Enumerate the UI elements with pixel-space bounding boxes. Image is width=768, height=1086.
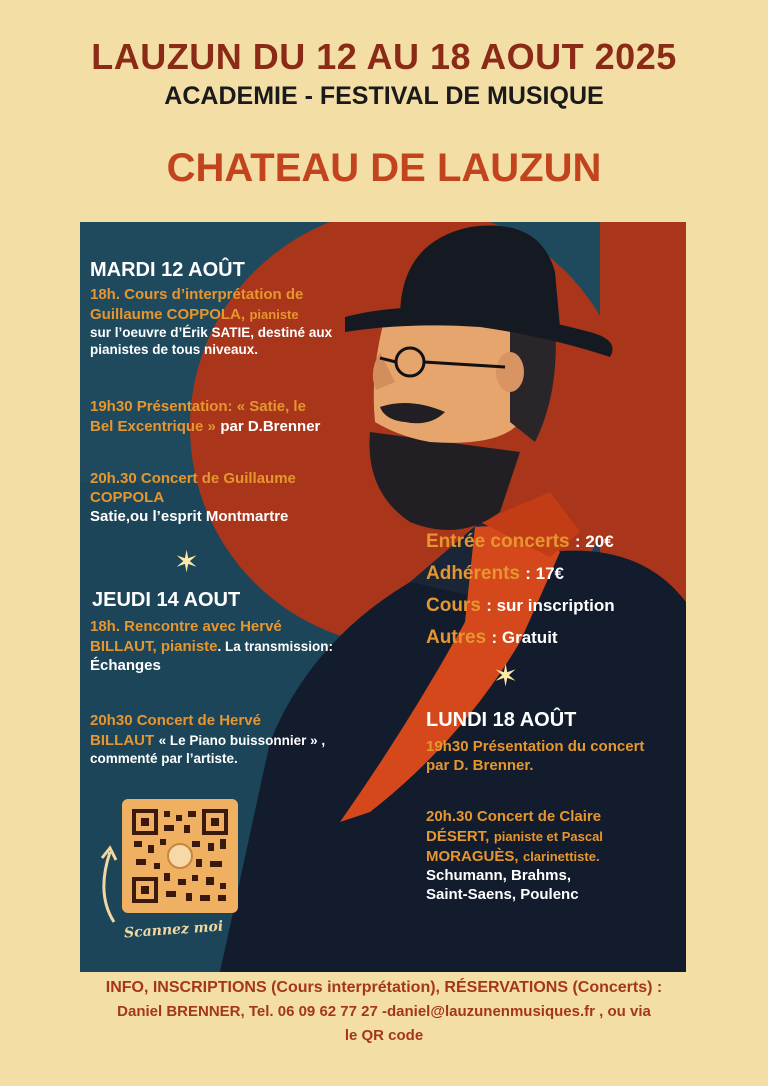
price-label: Entrée concerts	[426, 531, 570, 552]
price-list	[426, 526, 676, 654]
venue-title: CHATEAU DE LAUZUN	[166, 146, 602, 190]
mardi-e3-line1: 20h.30 Concert de Guillaume	[90, 470, 296, 487]
footer-line-3: le QR code	[344, 1027, 424, 1044]
mardi-e1-line3: sur l’oeuvre d’Érik SATIE, destiné aux	[90, 324, 333, 340]
mardi-e3-line2: COPPOLA	[90, 488, 165, 506]
mardi-event-1	[90, 286, 390, 359]
price-row-concerts	[426, 526, 676, 558]
lundi-e2-program2: Saint-Saens, Poulenc	[426, 885, 579, 903]
lundi-event-1	[426, 738, 676, 776]
mardi-e1-line2: Guillaume COPPOLA,	[90, 305, 246, 323]
lundi-e2-line1: 20h.30 Concert de Claire	[426, 808, 602, 825]
lundi-event-2	[426, 808, 676, 904]
jeudi-e1-line1: 18h. Rencontre avec Hervé	[90, 618, 282, 635]
mardi-e2-line1: 19h30 Présentation: « Satie, le	[90, 398, 306, 415]
price-row-members	[426, 558, 676, 590]
price-value: : 20€	[574, 532, 614, 551]
mardi-event-3	[90, 470, 390, 526]
lundi-e2-line3: MORAGUÈS,	[426, 847, 519, 865]
price-row-others	[426, 622, 676, 654]
page-subtitle: ACADEMIE - FESTIVAL DE MUSIQUE	[164, 82, 604, 110]
price-value: : sur inscription	[486, 596, 615, 615]
lundi-e2-line2: DÉSERT,	[426, 827, 490, 845]
price-label: Adhérents	[426, 563, 520, 584]
scan-me-label: Scannez moi	[123, 918, 224, 942]
lundi-e1-line1: 19h30 Présentation du concert	[426, 738, 645, 755]
page-title: LAUZUN DU 12 AU 18 AOUT 2025	[91, 36, 677, 77]
star-icon: ✶	[493, 660, 519, 693]
footer-line-1: INFO, INSCRIPTIONS (Cours interprétation), RÉSERVATIONS (Concerts) :	[105, 979, 663, 996]
price-value: : 17€	[525, 564, 564, 583]
mardi-e3-line3: Satie,ou l’esprit Montmartre	[90, 507, 289, 525]
jeudi-event-2	[90, 712, 390, 768]
mardi-event-2	[90, 398, 390, 437]
qr-code-card[interactable]	[122, 799, 238, 913]
jeudi-e2-line3: commenté par l’artiste.	[90, 750, 238, 766]
jeudi-e1-line2: BILLAUT, pianiste	[90, 637, 218, 655]
lundi-e2-program1: Schumann, Brahms,	[426, 866, 572, 884]
day-heading-jeudi: JEUDI 14 AOUT	[92, 589, 241, 611]
day-heading-lundi: LUNDI 18 AOÛT	[426, 709, 577, 731]
price-label: Autres	[426, 627, 487, 648]
qr-code-icon	[130, 807, 230, 905]
lundi-e2-role2: clarinettiste.	[522, 848, 600, 864]
poster-illustration	[80, 222, 686, 972]
mardi-e2-line2: Bel Excentrique »	[90, 417, 216, 435]
curved-arrow-icon	[92, 844, 122, 924]
day-heading-mardi: MARDI 12 AOÛT	[90, 259, 245, 281]
lundi-e1-line2: par D. Brenner.	[426, 756, 534, 774]
jeudi-e2-line1: 20h30 Concert de Hervé	[90, 712, 261, 729]
mardi-e1-line1: 18h. Cours d’interprétation de	[90, 286, 304, 303]
price-value: : Gratuit	[491, 628, 558, 647]
mardi-e1-line4: pianistes de tous niveaux.	[90, 341, 259, 357]
footer-line-2[interactable]: Daniel BRENNER, Tel. 06 09 62 77 27 -daniel@lauzunenmusiques.fr , ou via	[117, 1003, 651, 1020]
footer-info	[60, 976, 708, 1048]
mardi-e2-author: par D.Brenner	[220, 417, 321, 435]
price-label: Cours	[426, 595, 481, 616]
mardi-e1-role: pianiste	[249, 306, 299, 322]
star-icon: ✶	[174, 546, 200, 579]
lundi-e2-role1: pianiste et Pascal	[493, 828, 603, 844]
jeudi-e2-line2: BILLAUT	[90, 731, 155, 749]
jeudi-e1-line3: Échanges	[90, 656, 161, 674]
jeudi-e1-line2b: . La transmission:	[217, 638, 334, 654]
jeudi-e2-title: « Le Piano buissonnier » ,	[158, 732, 326, 748]
price-row-courses	[426, 590, 676, 622]
jeudi-event-1	[90, 618, 390, 676]
